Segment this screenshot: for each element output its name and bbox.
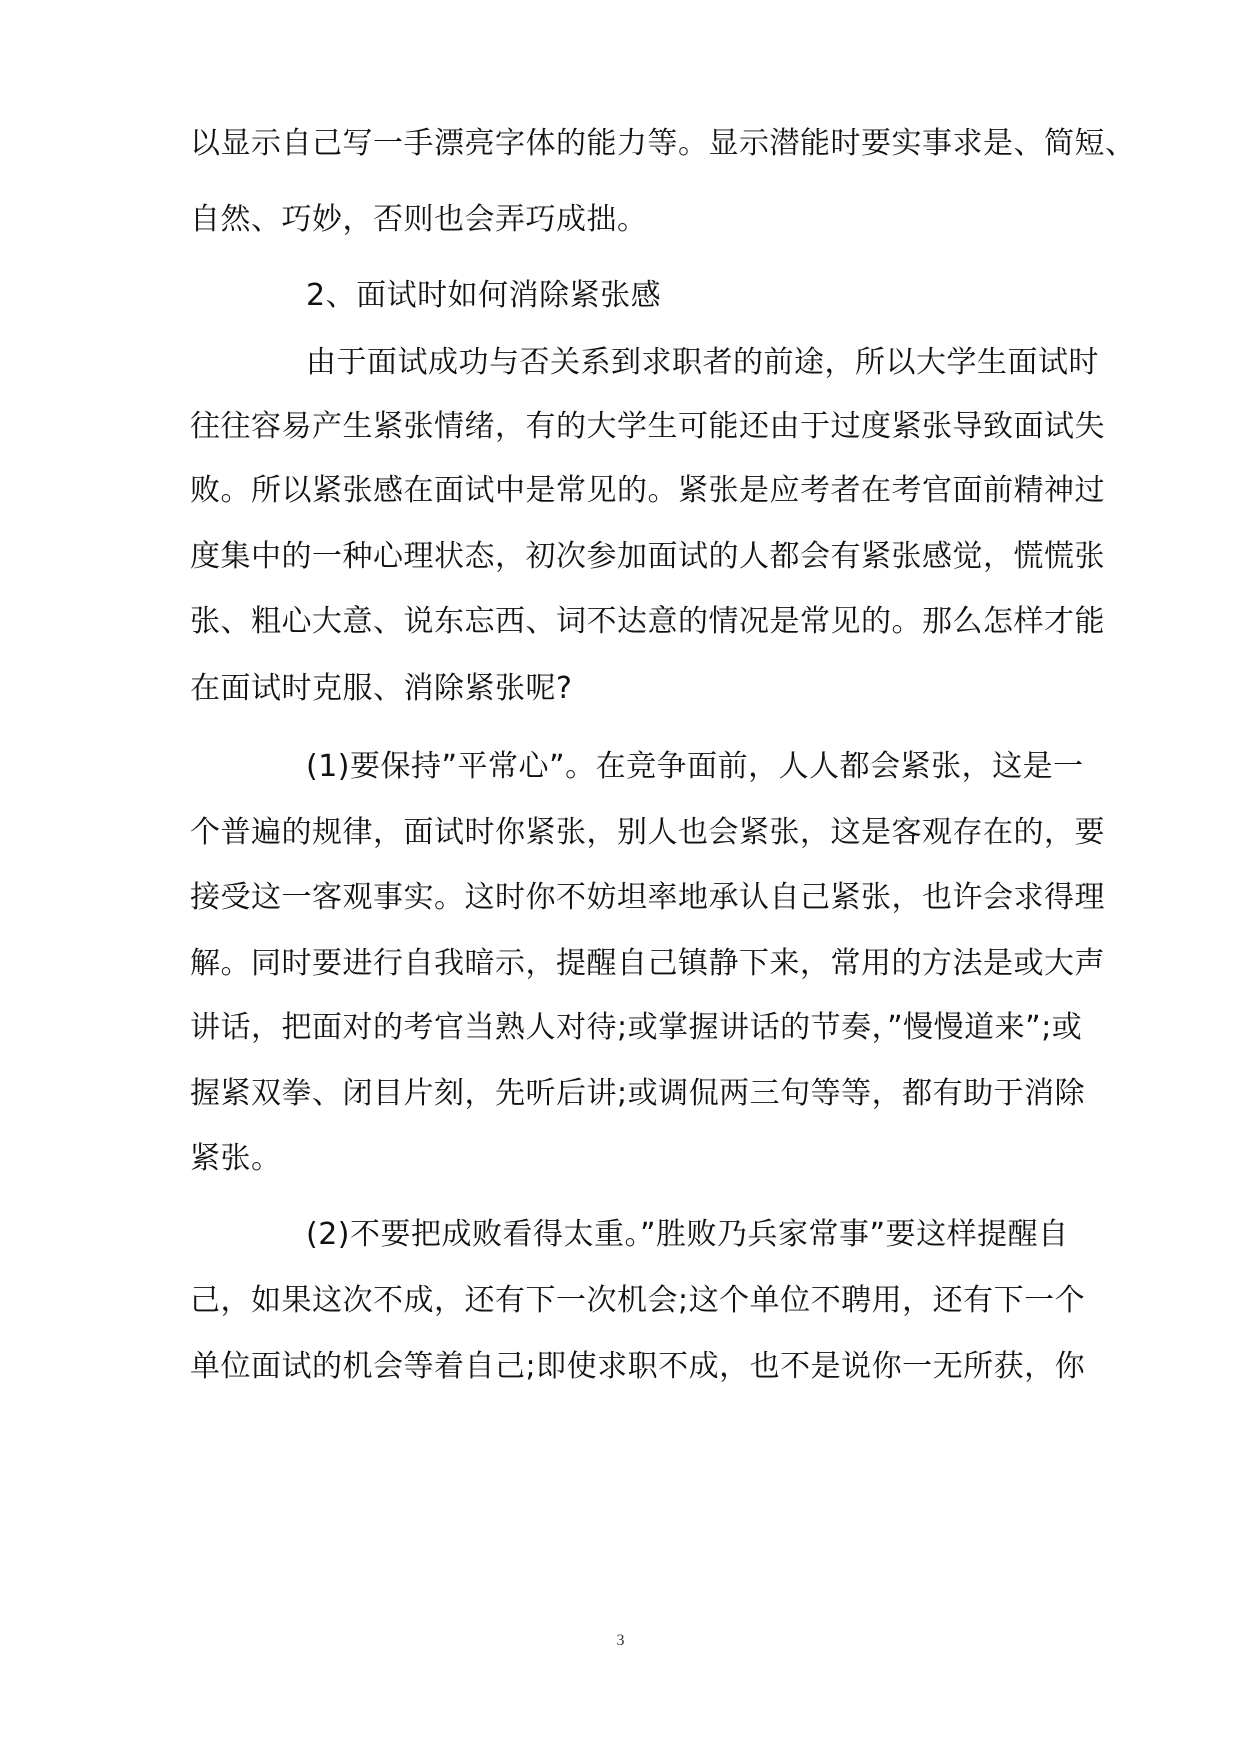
text-line: 接受这一客观事实。这时你不妨坦率地承认自己紧张，也许会求得理 [190, 880, 1105, 915]
text-line: 败。所以紧张感在面试中是常见的。紧张是应考者在考官面前精神过 [190, 473, 1105, 508]
text-line: 以显示自己写一手漂亮字体的能力等。显示潜能时要实事求是、简短、 [190, 126, 1136, 161]
text-line: 解。同时要进行自我暗示，提醒自己镇静下来，常用的方法是或大声 [190, 946, 1105, 981]
text-line: 由于面试成功与否关系到求职者的前途，所以大学生面试时 [306, 345, 1099, 380]
text-line: 握紧双拳、闭目片刻，先听后讲;或调侃两三句等等，都有助于消除 [190, 1076, 1086, 1111]
page-number: 3 [616, 1632, 625, 1649]
text-line: 往往容易产生紧张情绪，有的大学生可能还由于过度紧张导致面试失 [190, 409, 1105, 444]
text-line: 讲话，把面对的考官当熟人对待;或掌握讲话的节奏，”慢慢道来”;或 [190, 1010, 1083, 1045]
text-line: 紧张。 [190, 1141, 282, 1176]
text-line: 己，如果这次不成，还有下一次机会;这个单位不聘用，还有下一个 [190, 1283, 1086, 1318]
text-line: (1)要保持”平常心”。在竞争面前，人人都会紧张，这是一 [306, 749, 1084, 784]
text-line: 自然、巧妙，否则也会弄巧成拙。 [190, 202, 648, 237]
text-line: 度集中的一种心理状态，初次参加面试的人都会有紧张感觉，慌慌张 [190, 539, 1105, 574]
text-line: (2)不要把成败看得太重。”胜败乃兵家常事”要这样提醒自 [306, 1217, 1069, 1252]
text-line: 在面试时克服、消除紧张呢? [190, 671, 573, 706]
text-line: 单位面试的机会等着自己;即使求职不成，也不是说你一无所获，你 [190, 1349, 1086, 1384]
text-line: 张、粗心大意、说东忘西、词不达意的情况是常见的。那么怎样才能 [190, 604, 1105, 639]
section-heading: 2、面试时如何消除紧张感 [306, 278, 662, 313]
text-line: 个普遍的规律，面试时你紧张，别人也会紧张，这是客观存在的，要 [190, 815, 1105, 850]
